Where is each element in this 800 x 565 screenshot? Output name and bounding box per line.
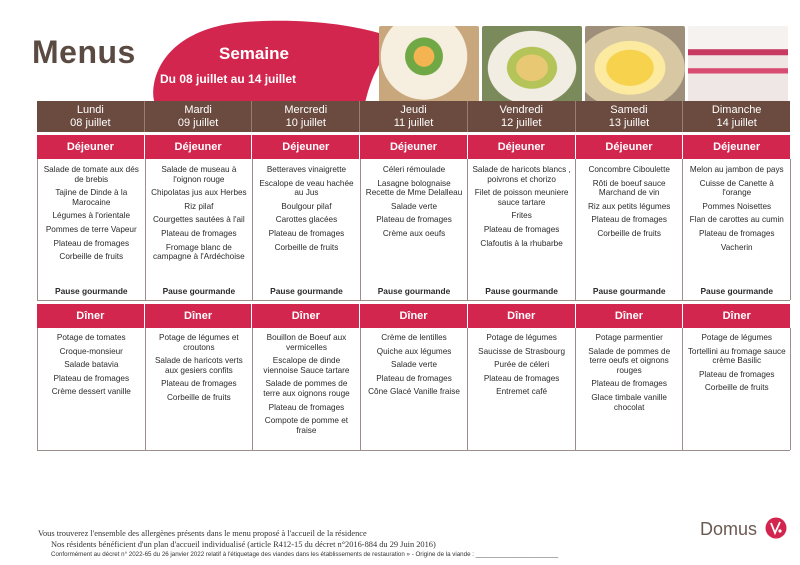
diner-label: Dîner	[682, 304, 790, 328]
dish-list	[253, 159, 360, 252]
dish-item: Tortellini au fromage sauce crème Basilic	[687, 346, 786, 366]
dejeuner-day-cell	[252, 159, 361, 300]
individual-plan-notice: Nos résidents bénéficient d'un plan d'accueil individualisé (article R412-15 du décret n°2016-884 du 29 Juin 2016)	[51, 540, 436, 549]
pause-gourmande-label: Pause gourmande	[270, 286, 343, 296]
day-header	[359, 101, 467, 132]
dish-item: Potage de légumes et croutons	[159, 333, 239, 352]
dejeuner-row	[37, 159, 790, 301]
dish-item: Potage de tomates	[56, 333, 126, 342]
brand-logo-text: Domus	[700, 519, 758, 539]
dish-item: Melon au jambon de pays	[689, 165, 784, 174]
dish-list	[361, 159, 468, 239]
pause-gourmande-label: Pause gourmande	[377, 286, 451, 296]
dish-list	[38, 328, 145, 397]
dejeuner-day-cell	[145, 159, 254, 300]
week-label: Semaine	[219, 44, 289, 63]
dejeuner-day-cell	[37, 159, 146, 300]
diner-day-cell	[467, 328, 576, 450]
diner-day-cell	[145, 328, 254, 450]
pause-gourmande-label: Pause gourmande	[592, 286, 666, 296]
dish-item: Escalope de dinde viennoise Sauce tartare	[263, 356, 350, 375]
dejeuner-label: Déjeuner	[66, 141, 114, 153]
food-photo-salad	[482, 26, 582, 102]
dish-item: Plateau de fromages	[376, 215, 452, 225]
allergen-notice: Vous trouverez l'ensemble des allergènes présents dans le menu proposé à l'accueil de la résidence	[38, 529, 367, 538]
menu-grid	[37, 101, 790, 451]
dish-item: Fromage blanc de campagne à l'Ardéchoise	[153, 242, 245, 262]
diner-label: Dîner	[76, 310, 105, 322]
dish-item: Salade de museau à l'oignon rouge	[161, 165, 237, 184]
dish-item: Plateau de fromages	[483, 373, 560, 383]
dish-item: Plateau de fromages	[591, 215, 667, 225]
dish-item: Compote de pomme et fraise	[264, 416, 349, 435]
week-dates: Du 08 juillet au 14 juillet	[160, 72, 297, 86]
dish-item: Plateau de fromages	[698, 369, 775, 379]
day-name: Mardi	[184, 104, 212, 116]
dejeuner-label: Déjeuner	[682, 135, 790, 159]
dish-item: Cône Glacé Vanille fraise	[368, 387, 460, 397]
day-date: 11 juillet	[393, 117, 434, 129]
dish-item: Salade de haricots blancs , poivrons et chorizo	[472, 165, 571, 184]
food-photo-cake	[688, 26, 788, 102]
dejeuner-header-row	[37, 135, 790, 159]
food-photo-dessert	[379, 26, 479, 102]
dish-item: Plateau de fromages	[161, 379, 237, 389]
dejeuner-day-cell	[682, 159, 791, 300]
dish-item: Escalope de veau hachée au Jus	[259, 178, 354, 198]
dejeuner-label: Déjeuner	[575, 135, 683, 159]
dish-item: Rôti de boeuf sauce Marchand de vin	[592, 178, 666, 198]
dish-item: Purée de céleri	[494, 360, 550, 370]
day-date: 09 juillet	[177, 117, 219, 129]
dish-item: Courgettes sautées à l'ail	[153, 215, 245, 225]
dish-item: Pommes Noisettes	[702, 201, 772, 211]
diner-day-cell	[37, 328, 146, 450]
dish-item: Salade verte	[391, 201, 438, 211]
day-date: 14 juillet	[716, 117, 757, 129]
dish-item: Tajine de Dinde à la Marocaine	[55, 188, 128, 207]
dish-item: Céleri rémoulade	[382, 165, 446, 174]
dish-item: Potage de légumes	[701, 333, 773, 342]
dish-item: Boulgour pilaf	[281, 201, 332, 211]
dejeuner-label: Déjeuner	[467, 135, 575, 159]
dish-item: Bouillon de Boeuf aux vermicelles	[266, 333, 347, 352]
day-name: Mercredi	[284, 104, 328, 116]
dejeuner-day-cell	[360, 159, 469, 300]
dish-item: Carottes glacées	[275, 215, 338, 225]
dish-item: Légumes à l'orientale	[52, 211, 131, 221]
dish-item: Corbeille de fruits	[167, 392, 231, 402]
day-header-row	[37, 101, 790, 132]
dish-item: Entremet café	[496, 387, 548, 397]
day-name: Samedi	[610, 104, 648, 116]
diner-label: Dîner	[359, 304, 467, 328]
day-name: Jeudi	[400, 104, 427, 116]
dish-item: Quiche aux légumes	[376, 346, 452, 356]
diner-row	[37, 328, 790, 451]
diner-label: Dîner	[467, 304, 575, 328]
diner-day-cell	[575, 328, 684, 450]
page-title: Menus	[32, 34, 136, 70]
dish-item: Corbeille de fruits	[597, 228, 662, 238]
dish-item: Riz pilaf	[184, 201, 214, 211]
dish-list	[683, 159, 790, 252]
dish-item: Plateau de fromages	[268, 402, 345, 412]
diner-day-cell	[360, 328, 469, 450]
diner-header-row	[37, 304, 790, 328]
dish-list	[468, 159, 575, 248]
dish-item: Crème de lentilles	[381, 333, 447, 342]
day-header	[467, 101, 575, 132]
pause-gourmande-label: Pause gourmande	[162, 286, 236, 296]
dish-item: Riz aux petits légumes	[587, 201, 671, 211]
day-name: Dimanche	[711, 104, 762, 116]
dish-item: Salade batavia	[64, 360, 119, 370]
day-header	[251, 101, 359, 132]
dish-list	[146, 328, 253, 403]
dejeuner-label: Déjeuner	[251, 135, 359, 159]
pause-gourmande-label: Pause gourmande	[54, 286, 128, 296]
dish-item: Plateau de fromages	[591, 379, 667, 389]
pause-gourmande-label: Pause gourmande	[485, 286, 558, 296]
day-name: Lundi	[76, 104, 104, 116]
diner-label: Dîner	[251, 304, 359, 328]
meat-origin-notice: Conformément au décret n° 2022-65 du 26 janvier 2022 relatif à l'étiquetage des viandes dans les établissements de restauration » - Origine de la viande : ________________________	[51, 551, 559, 558]
dish-item: Flan de carottes au cumin	[689, 215, 784, 225]
dish-item: Salade verte	[391, 360, 438, 370]
dish-item: Vacherin	[720, 242, 753, 252]
dish-item: Betteraves vinaigrette	[266, 165, 347, 174]
dish-item: Corbeille de fruits	[704, 383, 769, 393]
day-date: 10 juillet	[285, 117, 326, 129]
dish-item: Crème dessert vanille	[51, 387, 131, 397]
dish-item: Crème aux oeufs	[382, 228, 446, 238]
dish-item: Concombre Ciboulette	[588, 165, 670, 174]
dish-item: Potage parmentier	[595, 333, 663, 342]
day-date: 13 juillet	[608, 117, 650, 129]
dish-item: Clafoutis à la rhubarbe	[480, 238, 563, 248]
dish-list	[576, 159, 683, 239]
dish-item: Salade de haricots verts aux gesiers confits	[154, 356, 243, 375]
dish-item: Croque-monsieur	[59, 346, 123, 356]
pause-gourmande-label: Pause gourmande	[700, 286, 774, 296]
dish-item: Salade de pommes de terre oeufs et oignons rouges	[588, 346, 671, 375]
food-photo-strip	[379, 26, 788, 102]
food-photo-cheese	[585, 26, 685, 102]
day-header	[575, 101, 683, 132]
diner-label: Dîner	[144, 304, 252, 328]
diner-day-cell	[252, 328, 361, 450]
dish-list	[38, 159, 145, 262]
dish-item: Plateau de fromages	[161, 228, 237, 238]
dish-list	[361, 328, 468, 397]
dejeuner-label: Déjeuner	[144, 135, 252, 159]
dish-item: Lasagne bolognaise Recette de Mme Delalleau	[365, 178, 463, 198]
day-date: 08 juillet	[70, 117, 111, 129]
dish-item: Plateau de fromages	[376, 373, 452, 383]
dish-list	[683, 328, 790, 393]
dish-item: Saucisse de Strasbourg	[478, 346, 566, 356]
dejeuner-day-cell	[467, 159, 576, 300]
dish-item: Pommes de terre Vapeur	[45, 224, 137, 234]
day-header	[682, 101, 790, 132]
dish-item: Plateau de fromages	[53, 238, 130, 248]
dish-item: Corbeille de fruits	[274, 242, 339, 252]
domusvi-logo-icon	[765, 517, 787, 539]
dish-item: Salade de pommes de terre aux oignons rouge	[263, 379, 350, 398]
dish-item: Plateau de fromages	[483, 224, 560, 234]
dish-item: Cuisse de Canette à l'orange	[699, 178, 774, 198]
diner-day-cell	[682, 328, 791, 450]
day-header	[37, 101, 144, 132]
dish-item: Chipolatas jus aux Herbes	[151, 188, 247, 198]
dish-item: Corbeille de fruits	[59, 252, 124, 262]
dish-list	[146, 159, 253, 262]
dish-item: Plateau de fromages	[53, 373, 130, 383]
dejeuner-day-cell	[575, 159, 684, 300]
dish-item: Frites	[511, 211, 532, 221]
day-header	[144, 101, 252, 132]
dish-item: Salade de tomate aux dés de brebis	[43, 165, 139, 184]
day-date: 12 juillet	[501, 117, 542, 129]
dish-item: Plateau de fromages	[268, 228, 345, 238]
dejeuner-label: Déjeuner	[359, 135, 467, 159]
dish-item: Filet de poisson meuniere sauce tartare	[474, 188, 569, 207]
dish-item: Glace timbale vanille chocolat	[591, 392, 667, 412]
diner-label: Dîner	[575, 304, 683, 328]
dish-list	[253, 328, 360, 435]
dish-list	[468, 328, 575, 397]
day-name: Vendredi	[499, 104, 543, 116]
dish-item: Plateau de fromages	[698, 228, 775, 238]
dish-item: Potage de légumes	[486, 333, 557, 342]
dish-list	[576, 328, 683, 412]
